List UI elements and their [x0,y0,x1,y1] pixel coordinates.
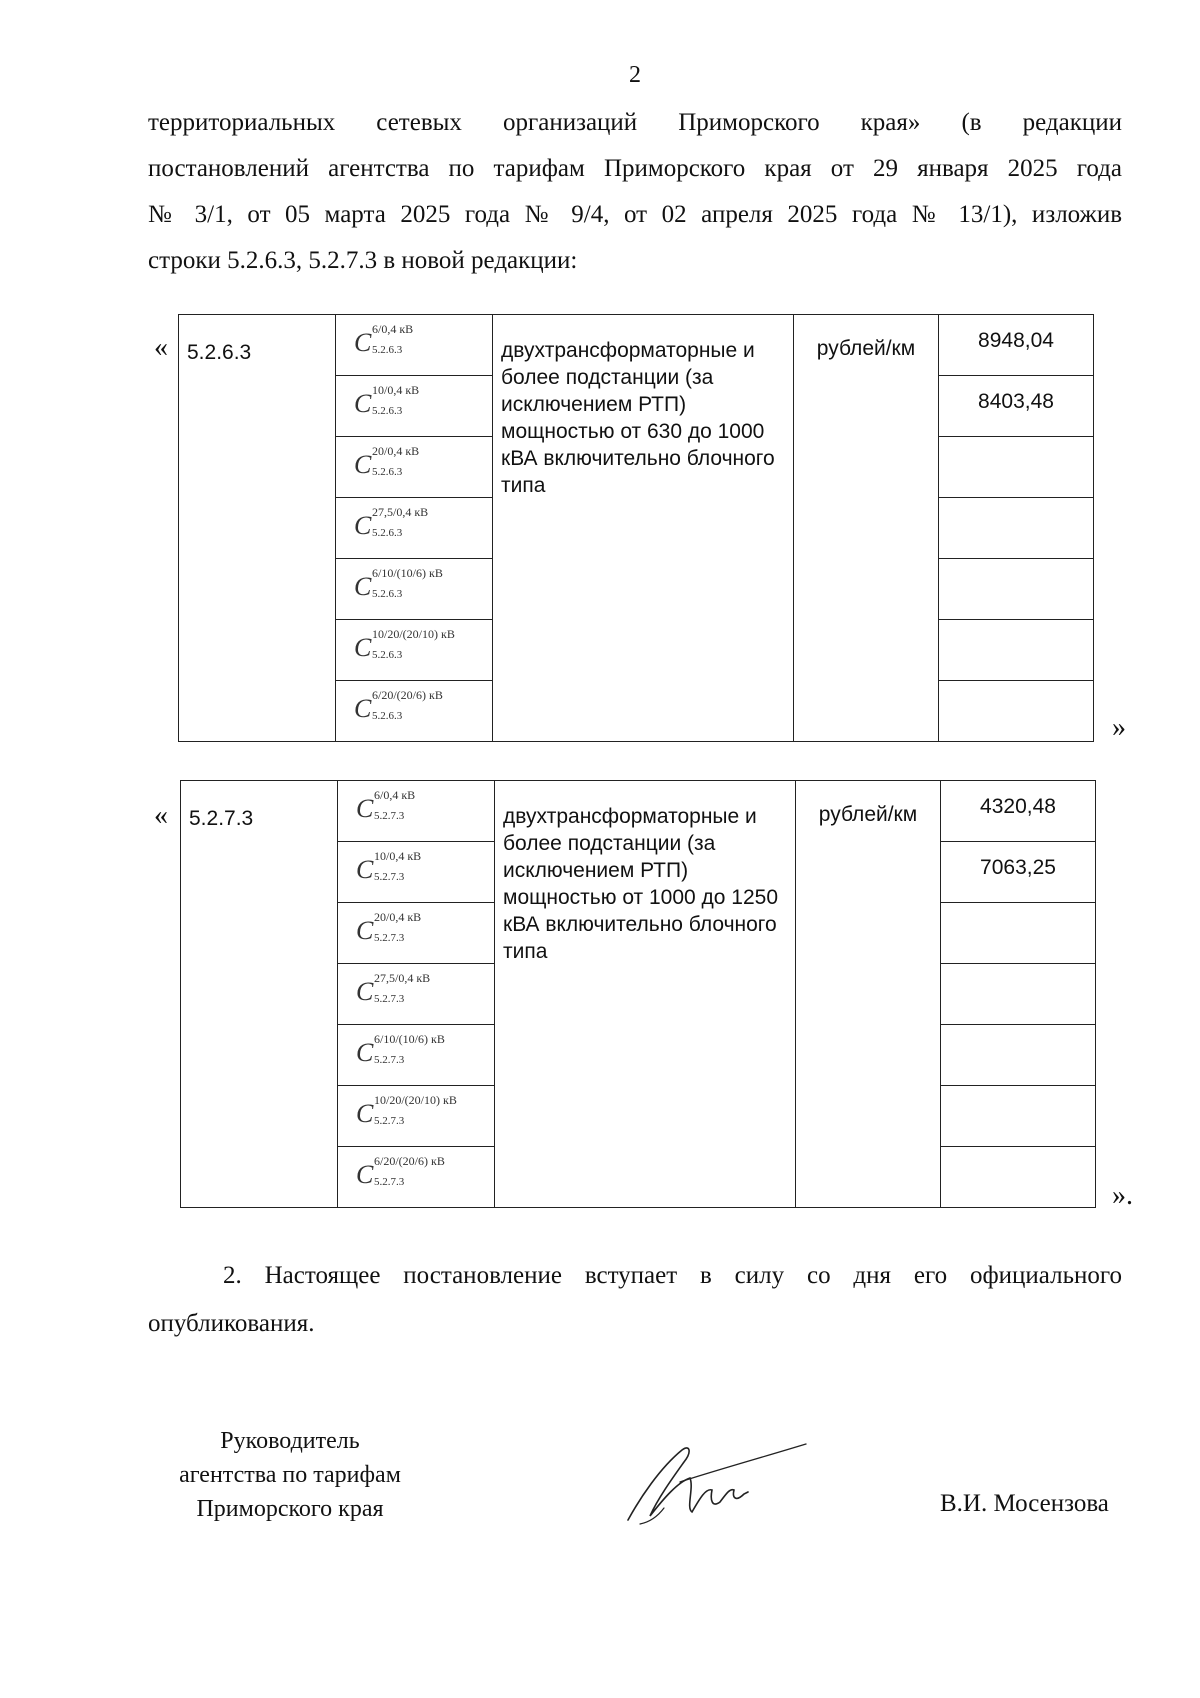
signatory-name: В.И. Мосензова [940,1490,1109,1517]
rate-symbol [354,504,474,543]
rate-symbol-voltage: 20/0,4 кВ [372,443,420,458]
row-code: 5.2.6.3 [187,341,252,364]
rate-value: 8403,48 [978,390,1054,413]
description-cell [493,315,794,742]
rate-value [941,1025,1095,1039]
opening-quote: « [154,800,168,831]
intro-line: № 3/1, от 05 марта 2025 года № 9/4, от 02 апреля 2025 года № 13/1), изложив [148,201,1122,228]
rate-symbol [356,909,476,948]
rate-value [939,681,1093,695]
intro-line: территориальных сетевых организаций Приморского края» (в редакции [148,109,1122,136]
rate-symbol-cell [336,437,493,498]
rate-symbol-index: 5.2.7.3 [374,931,405,944]
rate-value-cell [941,1025,1096,1086]
description-text: двухтрансформаторные и более подстанции (за исключением РТП) мощностью от 630 до 1000 кВА включительно блочного типа [501,339,775,497]
rate-symbol-cell [336,620,493,681]
rate-symbol-voltage: 6/0,4 кВ [372,321,414,336]
clause-2 [148,1252,1122,1348]
table-row [181,781,1096,842]
rate-symbol-cell [336,681,493,742]
rate-symbol-voltage: 27,5/0,4 кВ [374,970,431,985]
rate-symbol-voltage: 6/20/(20/6) кВ [374,1153,445,1168]
rate-symbol-index: 5.2.6.3 [372,343,403,356]
rate-symbol-index: 5.2.7.3 [374,1053,405,1066]
clause-2-line: опубликования. [148,1310,315,1337]
rate-value-cell [939,681,1094,742]
rate-value-cell [939,498,1094,559]
rate-value: 4320,48 [980,795,1056,818]
signatory-position [140,1424,440,1526]
rate-symbol-letter: C [354,510,372,540]
rate-symbol-voltage: 20/0,4 кВ [374,909,422,924]
rate-value [941,1086,1095,1100]
rate-symbol [356,848,476,887]
rate-symbol-index: 5.2.7.3 [374,1175,405,1188]
rate-symbol [356,1153,476,1192]
rate-symbol-letter: C [356,976,374,1006]
rate-value-cell [939,620,1094,681]
rate-symbol-letter: C [354,571,372,601]
rate-symbol-voltage: 10/20/(20/10) кВ [372,626,455,641]
rate-symbol-voltage: 10/0,4 кВ [372,382,420,397]
rate-symbol-letter: C [354,632,372,662]
unit-text: рублей/км [816,337,916,360]
rate-symbol-cell [338,903,495,964]
rate-symbol-voltage: 6/0,4 кВ [374,787,416,802]
table-row [179,315,1094,376]
rate-symbol-letter: C [356,915,374,945]
rate-symbol-index: 5.2.7.3 [374,992,405,1005]
rate-value-cell [941,903,1096,964]
rate-symbol [354,687,474,726]
signatory-position-line: Руководитель [220,1428,360,1454]
rate-symbol [354,565,474,604]
tariff-table-2 [180,780,1096,1208]
row-code-cell [181,781,338,1208]
rate-value [939,498,1093,512]
rate-symbol [354,626,474,665]
description-text: двухтрансформаторные и более подстанции (за исключением РТП) мощностью от 1000 до 1250 кВА включительно блочного типа [503,805,779,963]
rate-symbol-voltage: 10/20/(20/10) кВ [374,1092,457,1107]
rate-symbol-letter: C [356,1098,374,1128]
rate-symbol-voltage: 6/10/(10/6) кВ [372,565,443,580]
rate-symbol-index: 5.2.7.3 [374,809,405,822]
page-number: 2 [629,62,641,88]
rate-symbol-voltage: 6/10/(10/6) кВ [374,1031,445,1046]
rate-symbol-letter: C [354,388,372,418]
rate-symbol-letter: C [356,1037,374,1067]
rate-symbol-cell [338,842,495,903]
clause-2-line: 2. Настоящее постановление вступает в силу со дня его официального [223,1262,1122,1289]
rate-value-cell [939,437,1094,498]
rate-symbol-voltage: 6/20/(20/6) кВ [372,687,443,702]
rate-symbol-cell [336,315,493,376]
rate-value-cell [941,1086,1096,1147]
rate-symbol-index: 5.2.6.3 [372,648,403,661]
tariff-table-1 [178,314,1094,742]
handwritten-signature [620,1428,810,1538]
rate-value-cell [939,315,1094,376]
rate-value-cell [941,964,1096,1025]
rate-symbol-cell [338,1086,495,1147]
row-code: 5.2.7.3 [189,807,254,830]
description-cell [495,781,796,1208]
rate-symbol-voltage: 10/0,4 кВ [374,848,422,863]
unit-cell [794,315,939,742]
rate-symbol-index: 5.2.6.3 [372,526,403,539]
rate-symbol [356,970,476,1009]
closing-quote: » [1112,712,1126,743]
rate-value [939,559,1093,573]
rate-symbol-letter: C [354,693,372,723]
rate-value: 8948,04 [978,329,1054,352]
rate-symbol [356,787,476,826]
rate-symbol [354,382,474,421]
rate-symbol-index: 5.2.6.3 [372,709,403,722]
rate-symbol-cell [338,964,495,1025]
rate-value-cell [939,376,1094,437]
rate-symbol-letter: C [356,854,374,884]
rate-symbol [356,1092,476,1131]
signatory-position-line: агентства по тарифам [179,1462,401,1488]
rate-symbol-voltage: 27,5/0,4 кВ [372,504,429,519]
rate-symbol-index: 5.2.7.3 [374,1114,405,1127]
rate-value [941,1147,1095,1161]
rate-value-cell [939,559,1094,620]
rate-value-cell [941,842,1096,903]
unit-text: рублей/км [818,803,918,826]
rate-symbol-index: 5.2.6.3 [372,465,403,478]
unit-cell [796,781,941,1208]
rate-symbol [354,321,474,360]
rate-symbol-cell [338,1147,495,1208]
rate-value: 7063,25 [980,856,1056,879]
rate-symbol-letter: C [354,327,372,357]
intro-line: строки 5.2.6.3, 5.2.7.3 в новой редакции: [148,247,578,274]
rate-value [941,964,1095,978]
rate-value-cell [941,781,1096,842]
rate-symbol [356,1031,476,1070]
rate-symbol-letter: C [356,1159,374,1189]
row-code-cell [179,315,336,742]
intro-paragraph [148,100,1122,284]
rate-value-cell [941,1147,1096,1208]
rate-symbol-index: 5.2.7.3 [374,870,405,883]
rate-symbol-cell [338,1025,495,1086]
rate-symbol-cell [336,559,493,620]
rate-symbol-letter: C [354,449,372,479]
rate-value [939,620,1093,634]
rate-symbol-cell [336,376,493,437]
intro-line: постановлений агентства по тарифам Приморского края от 29 января 2025 года [148,155,1122,182]
rate-symbol-cell [338,781,495,842]
rate-symbol-letter: C [356,793,374,823]
rate-value [941,903,1095,917]
rate-symbol-index: 5.2.6.3 [372,404,403,417]
closing-quote: ». [1112,1180,1133,1211]
rate-symbol-cell [336,498,493,559]
rate-value [939,437,1093,451]
rate-symbol [354,443,474,482]
signatory-position-line: Приморского края [196,1496,384,1522]
opening-quote: « [154,332,168,363]
rate-symbol-index: 5.2.6.3 [372,587,403,600]
